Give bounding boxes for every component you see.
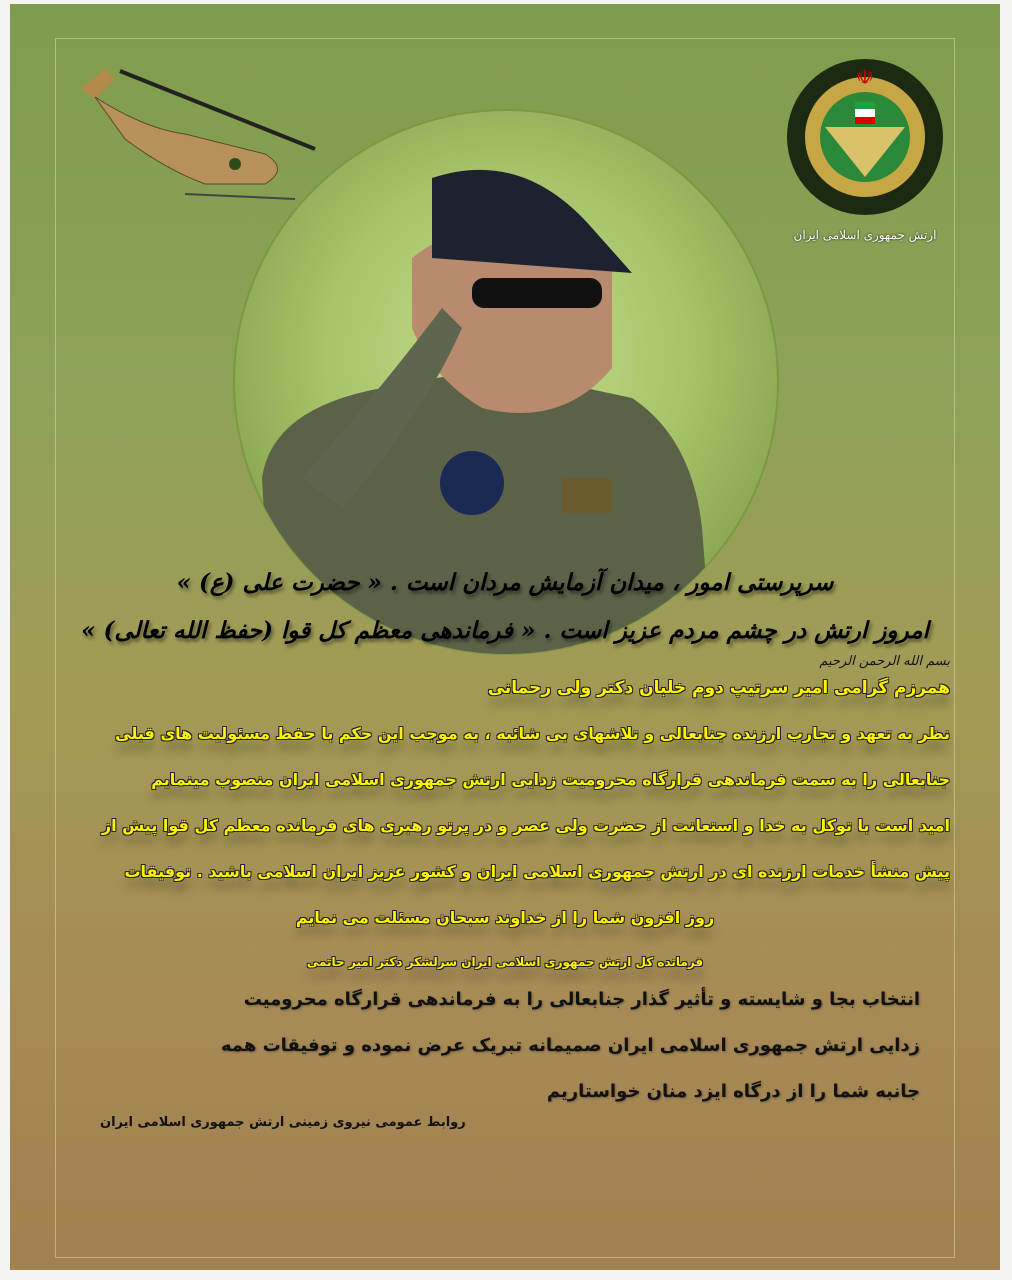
emblem-icon (785, 52, 945, 222)
body-line-2: جنابعالی را به سمت فرماندهی قرارگاه محرومیت زدایی ارتش جمهوری اسلامی ایران منصوب مینمایم (151, 770, 950, 789)
text-column (60, 566, 950, 1130)
addressee: همرزم گرامی امیر سرتیپ دوم خلبان دکتر ولی رحمانی (487, 678, 950, 698)
army-emblem (780, 52, 950, 242)
poster (10, 4, 1000, 1270)
congrats-line-2: زدایی ارتش جمهوری اسلامی ایران صمیمانه تبریک عرض نموده و توفیقات همه (220, 1035, 920, 1056)
congrats-line-3: جانبه شما را از درگاه ایزد منان خواستاریم (546, 1081, 920, 1102)
congrats-line-1: انتخاب بجا و شایسته و تأثیر گذار جنابعالی را به فرماندهی قرارگاه محرومیت (243, 989, 920, 1010)
emblem-caption: ارتش جمهوری اسلامی ایران (793, 228, 937, 242)
body-line-5: روز افزون شما را از خداوند سبحان مسئلت می نمایم (295, 908, 715, 927)
signature: فرمانده کل ارتش جمهوری اسلامی ایران سرلشکر دکتر امیر حاتمی (306, 955, 704, 969)
footer-public-relations: روابط عمومی نیروی زمینی ارتش جمهوری اسلامی ایران (100, 1115, 466, 1130)
bismillah: بسم الله الرحمن الرحیم (819, 654, 950, 669)
quote-supreme-commander: امروز ارتش در چشم مردم عزیز است . « فرماندهی معظم کل قوا (حفظ الله تعالی) » (81, 617, 929, 644)
body-line-3: امید است با توکل به خدا و استعانت از حضرت ولی عصر و در پرتو رهبری های فرمانده معظم کل قوا پیش از (101, 816, 950, 835)
svg-text:☫: ☫ (856, 65, 874, 89)
body-line-4: پیش منشأ خدمات ارزنده ای در ارتش جمهوری اسلامی ایران و کشور عزیز ایران اسلامی باشید . توفیقات (124, 862, 950, 881)
quote-imam-ali: سرپرستی امور ، میدان آزمایش مردان است . « حضرت علی (ع) » (176, 569, 834, 596)
body-line-1: نظر به تعهد و تجارب ارزنده جنابعالی و تلاشهای بی شائبه ، به موجب این حکم با حفظ مسئولیت های قبلی (115, 724, 950, 743)
